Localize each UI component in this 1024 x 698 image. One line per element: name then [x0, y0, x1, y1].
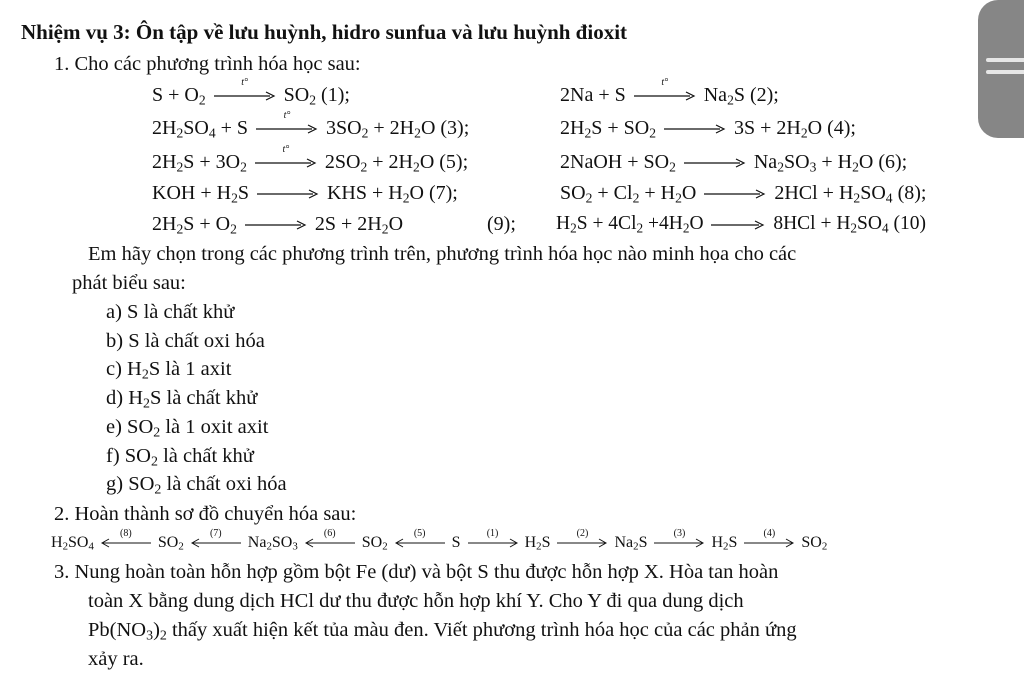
- chain-arrow-4: (4): [744, 535, 794, 551]
- chain-arrow-3: (3): [654, 535, 704, 551]
- statement-g: g) $SO_2$ là chất oxi hóa: [106, 473, 287, 498]
- equation-6: 2NaOH + $SO_2$ $Na_2SO_3 + H_2O$ (6);: [560, 151, 908, 175]
- q1-question-line-1: Em hãy chọn trong các phương trình trên, phương trình hóa học nào minh họa cho các: [88, 243, 797, 265]
- heat-arrow: t°: [256, 119, 318, 139]
- reaction-arrow: [245, 215, 307, 235]
- compound-h2s: $H_2S$: [711, 534, 738, 553]
- statement-f: f) $SO_2$ là chất khử: [106, 445, 254, 470]
- equation-3: $2H_2SO_4 + S$ t° $3SO_2 + 2H_2O$ (3);: [152, 110, 470, 141]
- equation-1: $S + O_2$ t° $SO_2$ (1);: [152, 77, 350, 108]
- equation-8: $SO_2 + Cl_2 + H_2O$ $2HCl + H_2SO_4$ (8);: [560, 182, 927, 206]
- equation-9-label: (9);: [487, 213, 516, 235]
- compound-na2so3: $Na_2SO_3$: [247, 534, 298, 553]
- statement-a: a) S là chất khử: [106, 301, 235, 323]
- reaction-arrow: [664, 119, 726, 139]
- statement-e: e) $SO_2$ là 1 oxit axit: [106, 416, 269, 441]
- reaction-arrow: [704, 184, 766, 204]
- reaction-arrow: [684, 153, 746, 173]
- statement-d: d) $H_2S$ là chất khử: [106, 387, 258, 412]
- heat-arrow: t°: [214, 86, 276, 106]
- compound-s: S: [451, 534, 461, 551]
- menu-icon-bar-2: [986, 70, 1024, 74]
- statement-c: c) $H_2S$ là 1 axit: [106, 358, 232, 383]
- equation-4: $2H_2S + SO_2$ $3S + 2H_2O$ (4);: [560, 117, 856, 141]
- q3-line-1: 3. Nung hoàn toàn hỗn hợp gồm bột Fe (dư) và bột S thu được hỗn hợp X. Hòa tan hoàn: [54, 561, 779, 583]
- compound-h2so4: $H_2SO_4$: [51, 534, 94, 553]
- chain-arrow-2: (2): [557, 535, 607, 551]
- reaction-arrow: [257, 184, 319, 204]
- q3-line-4: xảy ra.: [88, 648, 144, 670]
- q1-intro: 1. Cho các phương trình hóa học sau:: [54, 53, 361, 75]
- chain-arrow-5: (5): [395, 535, 445, 551]
- page-title: Nhiệm vụ 3: Ôn tập về lưu huỳnh, hidro sunfua và lưu huỳnh đioxit: [21, 20, 628, 44]
- chain-arrow-7: (7): [191, 535, 241, 551]
- compound-so2: $SO_2$: [361, 534, 388, 553]
- q2-intro: 2. Hoàn thành sơ đồ chuyển hóa sau:: [54, 503, 357, 525]
- menu-icon-bar-1: [986, 58, 1024, 62]
- compound-h2s: $H_2S$: [524, 534, 551, 553]
- compound-so2: $SO_2$: [157, 534, 184, 553]
- equation-5: $2H_2S + 3O_2$ t° $2SO_2 + 2H_2O$ (5);: [152, 144, 469, 175]
- reaction-arrow: [711, 215, 765, 235]
- side-panel-tab[interactable]: [978, 0, 1024, 138]
- chain-arrow-6: (6): [305, 535, 355, 551]
- compound-na2s: $Na_2S$: [614, 534, 648, 553]
- equation-2: 2Na + S t° $Na_2S$ (2);: [560, 77, 779, 108]
- q3-line-3: $Pb(NO_3)_2$ thấy xuất hiện kết tủa màu đen. Viết phương trình hóa học của các phản ứng: [88, 619, 797, 644]
- chain-arrow-8: (8): [101, 535, 151, 551]
- chain-arrow-1: (1): [468, 535, 518, 551]
- equation-10: $H_2S + 4Cl_2 +4H_2O$ $8HCl + H_2SO_4$ (10): [556, 213, 926, 236]
- statement-b: b) S là chất oxi hóa: [106, 330, 265, 352]
- heat-arrow: t°: [255, 153, 317, 173]
- conversion-chain: [51, 528, 828, 553]
- equation-7: KOH + $H_2S$ KHS + $H_2O$ (7);: [152, 182, 458, 206]
- q1-question-line-2: phát biểu sau:: [72, 272, 186, 294]
- compound-so2: $SO_2$: [801, 534, 828, 553]
- equation-9: $2H_2S + O_2$ $2S + 2H_2O$: [152, 213, 404, 237]
- heat-arrow: t°: [634, 86, 696, 106]
- q3-line-2: toàn X bằng dung dịch HCl dư thu được hỗn hợp khí Y. Cho Y đi qua dung dịch: [88, 590, 744, 612]
